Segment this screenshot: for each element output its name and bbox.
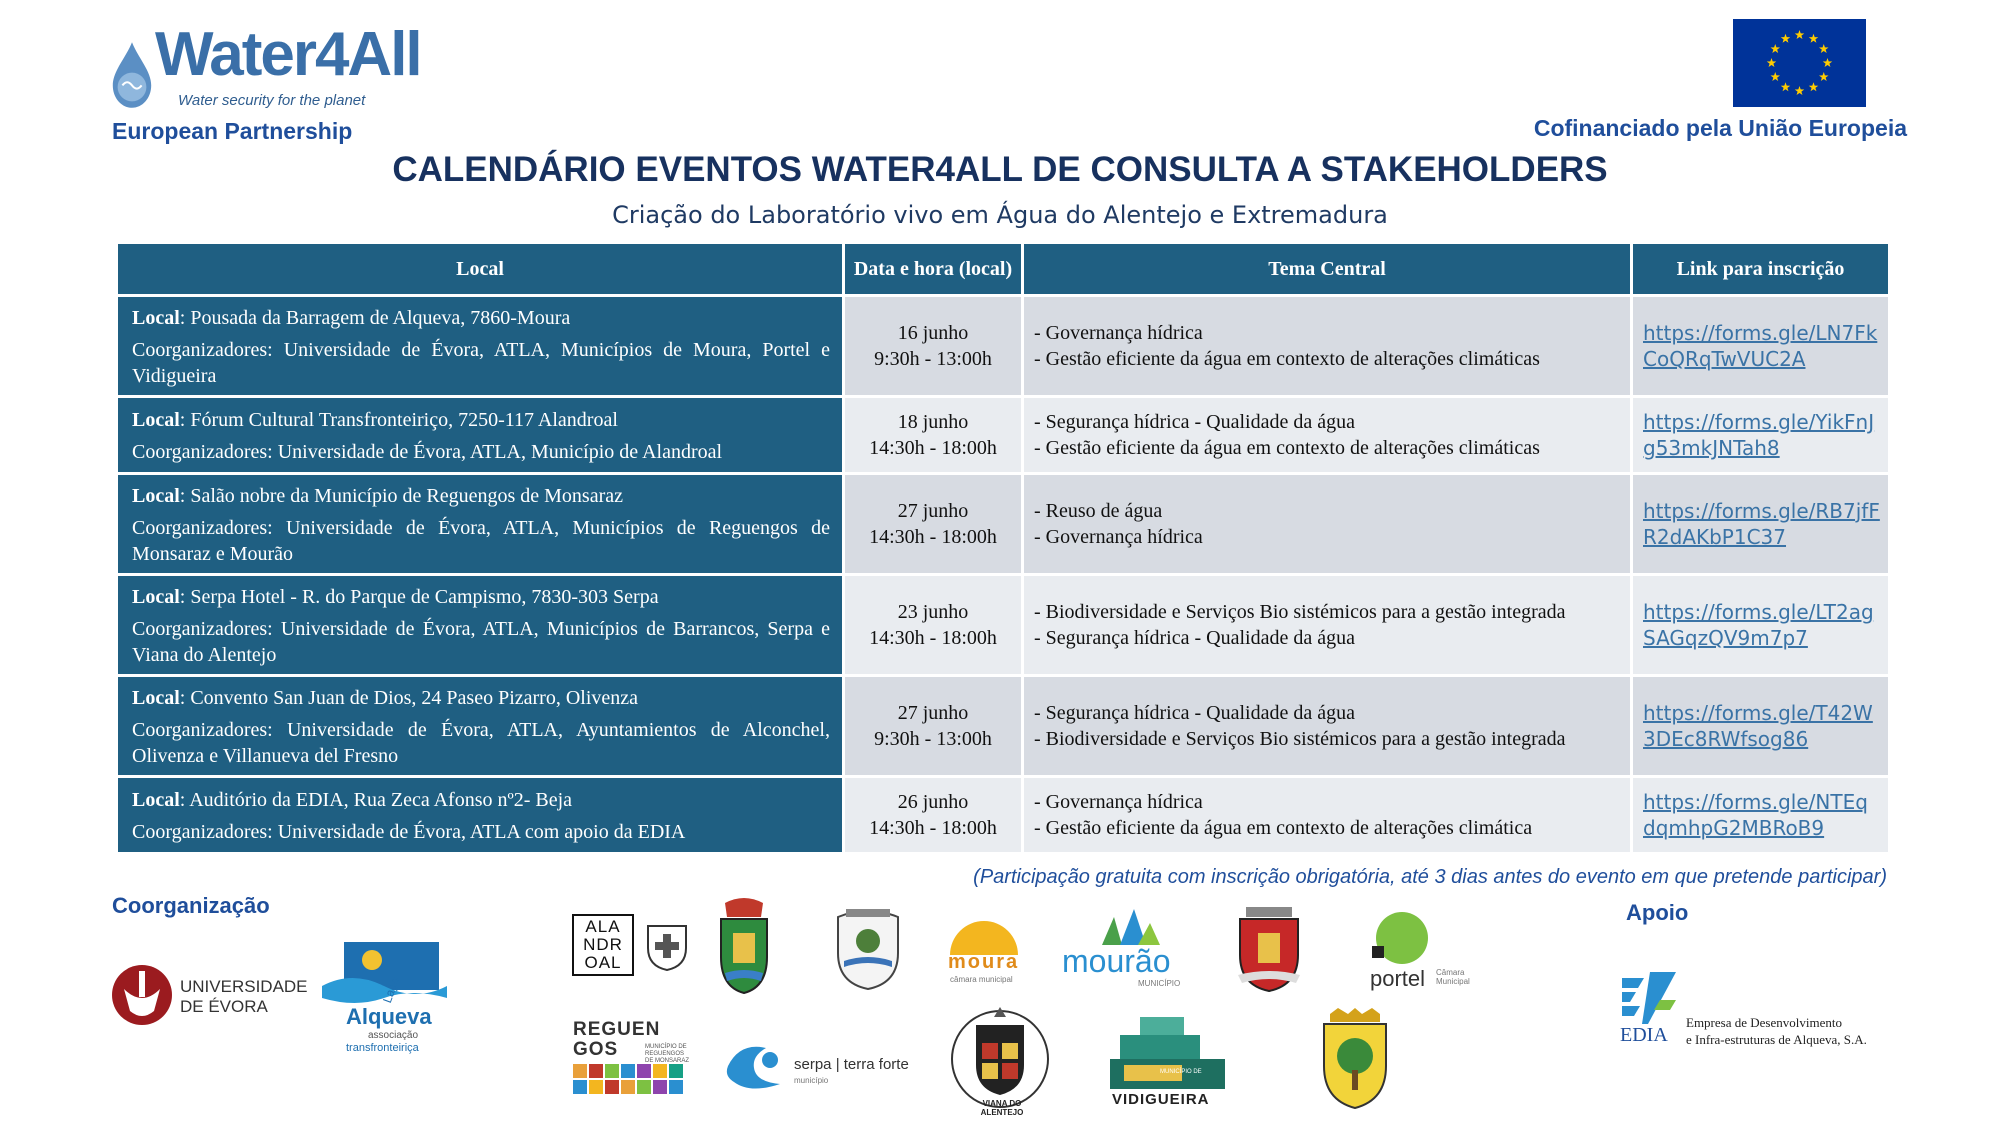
reguengos-mosaic-icon: [573, 1064, 688, 1094]
event-theme-cell: [1024, 576, 1630, 674]
viana-logo: [950, 1003, 1050, 1115]
theme-item: - Biodiversidade e Serviços Bio sistémicos para a gestão integrada: [1034, 601, 1566, 623]
coorganization-label: Coorganização: [112, 893, 270, 918]
local-label: Local: [132, 586, 180, 608]
viana-label: VIANA DO ALENTEJO: [980, 1099, 1024, 1117]
event-time: 9:30h - 13:00h: [874, 728, 992, 750]
registration-link[interactable]: https://forms.gle/LT2agSAGqzQV9m7p7: [1633, 576, 1888, 674]
event-date: 16 junho: [897, 322, 969, 344]
registration-link[interactable]: https://forms.gle/NTEqdqmhpG2MBRoB9: [1633, 778, 1888, 852]
vidigueira-word: VIDIGUEIRA: [1112, 1091, 1210, 1108]
local-value: : Serpa Hotel - R. do Parque de Campismo, 7830-303 Serpa: [179, 586, 659, 608]
table-row: [118, 677, 1888, 775]
mourao-sub: MUNICÍPIO: [1138, 979, 1181, 988]
mourao-logo: [1062, 905, 1187, 990]
portel-word: portel: [1370, 966, 1426, 991]
reguengos-l2: GOS: [573, 1039, 619, 1060]
theme-item: - Gestão eficiente da água em contexto de alterações climáticas: [1034, 437, 1540, 459]
event-local-cell: [118, 475, 842, 573]
edia-l1: Empresa de Desenvolvimento: [1686, 1015, 1842, 1030]
local-label: Local: [132, 789, 180, 811]
portel-leaf-icon: [1368, 910, 1428, 970]
alandroal-l3: OAL: [584, 953, 622, 972]
serpa-sub: município: [794, 1076, 829, 1085]
alqueva-trans: transfronteiriça: [346, 1042, 419, 1054]
uevora-line1: UNIVERSIDADE: [180, 977, 308, 996]
registration-link[interactable]: https://forms.gle/LN7FkCoQRqTwVUC2A: [1633, 297, 1888, 395]
mourao-word: mourão: [1062, 943, 1171, 979]
cofinance-label: Cofinanciado pela União Europeia: [1533, 115, 1907, 141]
event-date: 27 junho: [897, 702, 969, 724]
table-row: [118, 475, 1888, 573]
event-local-cell: [118, 677, 842, 775]
municipal-crest-icon: [715, 897, 773, 995]
reguengos-logo: [573, 1020, 688, 1092]
event-local-cell: [118, 576, 842, 674]
col-header-link: Link para inscrição: [1633, 244, 1888, 294]
event-theme-cell: [1024, 475, 1630, 573]
moura-logo: [944, 911, 1024, 989]
coorganizers: Coorganizadores: Universidade de Évora, ATLA, Município de Alandroal: [132, 441, 723, 463]
registration-link[interactable]: https://forms.gle/YikFnJg53mkJNTah8: [1633, 398, 1888, 472]
table-row: [118, 398, 1888, 472]
registration-link[interactable]: https://forms.gle/RB7jfFR2dAKbP1C37: [1633, 475, 1888, 573]
reguengos-sub: MUNICÍPIO DE REGUENGOS DE MONSARAZ: [645, 1044, 690, 1064]
event-date-cell: [845, 475, 1021, 573]
col-header-local: Local: [118, 244, 842, 294]
local-value: : Auditório da EDIA, Rua Zeca Afonso nº2- Beja: [179, 789, 573, 811]
local-value: : Salão nobre da Município de Reguengos de Monsaraz: [179, 485, 624, 507]
event-time: 9:30h - 13:00h: [874, 348, 992, 370]
portel-sub: Câmara Municipal: [1436, 968, 1470, 986]
event-time: 14:30h - 18:00h: [869, 817, 997, 839]
local-label: Local: [132, 687, 180, 709]
local-label: Local: [132, 307, 180, 329]
partnership-label: European Partnership: [112, 118, 353, 144]
coorganizers: Coorganizadores: Universidade de Évora, ATLA, Ayuntamientos de Alconchel, Olivenza e Villanueva del Fresno: [132, 719, 830, 767]
local-value: : Convento San Juan de Dios, 24 Paseo Pizarro, Olivenza: [179, 687, 639, 709]
event-theme-cell: [1024, 778, 1630, 852]
event-local-cell: [118, 398, 842, 472]
alandroal-crest-icon: [644, 922, 690, 972]
edia-word: EDIA: [1620, 1024, 1668, 1046]
table-row: [118, 576, 1888, 674]
serpa-mark-icon: [720, 1038, 790, 1094]
edia-logo: [1620, 970, 1900, 1050]
serpa-word: serpa: [794, 1056, 832, 1073]
alqueva-logo: [322, 940, 447, 1065]
uevora-logo: [110, 963, 310, 1033]
barrancos-crest-icon: [822, 905, 914, 993]
olivenza-crest-icon: [1318, 1008, 1392, 1110]
coorganizers: Coorganizadores: Universidade de Évora, ATLA, Municípios de Barrancos, Serpa e Viana do Alentejo: [132, 618, 830, 666]
events-table: [115, 241, 1891, 855]
coorganizers: Coorganizadores: Universidade de Évora, ATLA, Municípios de Reguengos de Monsaraz e Mourão: [132, 517, 830, 565]
brand-wordmark: Water4All: [155, 20, 421, 89]
event-time: 14:30h - 18:00h: [869, 526, 997, 548]
vidigueira-sub: MUNICÍPIO DE: [1160, 1069, 1202, 1075]
table-header-row: [118, 244, 1888, 294]
page-title: CALENDÁRIO EVENTOS WATER4ALL DE CONSULTA A STAKEHOLDERS: [392, 150, 1608, 189]
event-local-cell: [118, 297, 842, 395]
theme-item: - Governança hídrica: [1034, 322, 1203, 344]
event-date: 26 junho: [897, 791, 969, 813]
theme-item: - Segurança hídrica - Qualidade da água: [1034, 702, 1355, 724]
event-time: 14:30h - 18:00h: [869, 627, 997, 649]
event-theme-cell: [1024, 297, 1630, 395]
reguengos-l1: REGUEN: [573, 1019, 661, 1040]
vidigueira-building-icon: [1110, 1017, 1225, 1089]
edia-l2: e Infra-estruturas de Alqueva, S.A.: [1686, 1032, 1867, 1047]
event-date: 27 junho: [897, 500, 969, 522]
theme-item: - Segurança hídrica - Qualidade da água: [1034, 411, 1355, 433]
theme-item: - Reuso de água: [1034, 500, 1163, 522]
theme-item: - Governança hídrica: [1034, 526, 1203, 548]
coorganizers: Coorganizadores: Universidade de Évora, ATLA com apoio da EDIA: [132, 821, 686, 843]
table-row: [118, 778, 1888, 852]
alqueva-name: Alqueva: [346, 1004, 432, 1029]
table-row: [118, 297, 1888, 395]
brand-tagline: Water security for the planet: [178, 92, 366, 109]
local-label: Local: [132, 485, 180, 507]
event-theme-cell: [1024, 398, 1630, 472]
alandroal-l2: NDR: [583, 935, 623, 954]
portel-logo: [1368, 910, 1488, 995]
uevora-line2: DE ÉVORA: [180, 997, 268, 1016]
theme-item: - Segurança hídrica - Qualidade da água: [1034, 627, 1355, 649]
event-date-cell: [845, 778, 1021, 852]
support-label: Apoio: [1626, 900, 1689, 925]
event-local-cell: [118, 778, 842, 852]
serpa-tag: terra forte: [843, 1056, 909, 1073]
alandroal-l1: ALA: [585, 917, 621, 936]
event-date: 18 junho: [897, 411, 969, 433]
theme-item: - Governança hídrica: [1034, 791, 1203, 813]
participation-note: (Participação gratuita com inscrição obrigatória, até 3 dias antes do evento em que pretende participar): [973, 866, 1887, 888]
page-subtitle: Criação do Laboratório vivo em Água do Alentejo e Extremadura: [612, 201, 1388, 229]
water4all-drop-icon: [108, 38, 156, 112]
col-header-date: Data e hora (local): [845, 244, 1021, 294]
alqueva-lago: Lago: [380, 974, 403, 1005]
theme-item: - Biodiversidade e Serviços Bio sistémicos para a gestão integrada: [1034, 728, 1566, 750]
event-date: 23 junho: [897, 601, 969, 623]
event-time: 14:30h - 18:00h: [869, 437, 997, 459]
eu-flag-icon: [1733, 19, 1866, 107]
serpa-logo: serpa | terra forte município: [720, 1038, 920, 1094]
coorganizers: Coorganizadores: Universidade de Évora, ATLA, Municípios de Moura, Portel e Vidigueira: [132, 339, 830, 387]
alandroal-logo: [572, 914, 634, 976]
event-date-cell: [845, 297, 1021, 395]
theme-item: - Gestão eficiente da água em contexto de alterações climáticas: [1034, 348, 1540, 370]
event-theme-cell: [1024, 677, 1630, 775]
event-date-cell: [845, 576, 1021, 674]
col-header-theme: Tema Central: [1024, 244, 1630, 294]
moura-word: moura: [948, 951, 1020, 973]
reguengos-crest-icon: [1230, 905, 1308, 995]
local-value: : Fórum Cultural Transfronteiriço, 7250-117 Alandroal: [179, 409, 618, 431]
alqueva-assoc: associação: [368, 1030, 419, 1041]
theme-item: - Gestão eficiente da água em contexto de alterações climática: [1034, 817, 1533, 839]
edia-mark-icon: [1620, 970, 1678, 1026]
event-date-cell: [845, 398, 1021, 472]
moura-sub: câmara municipal: [950, 975, 1013, 984]
moura-sun-icon: [944, 911, 1024, 955]
uevora-emblem-icon: [110, 963, 174, 1027]
event-date-cell: [845, 677, 1021, 775]
vidigueira-logo: [1110, 1017, 1225, 1113]
local-value: : Pousada da Barragem de Alqueva, 7860-Moura: [179, 307, 571, 329]
registration-link[interactable]: https://forms.gle/T42W3DEc8RWfsog86: [1633, 677, 1888, 775]
local-label: Local: [132, 409, 180, 431]
